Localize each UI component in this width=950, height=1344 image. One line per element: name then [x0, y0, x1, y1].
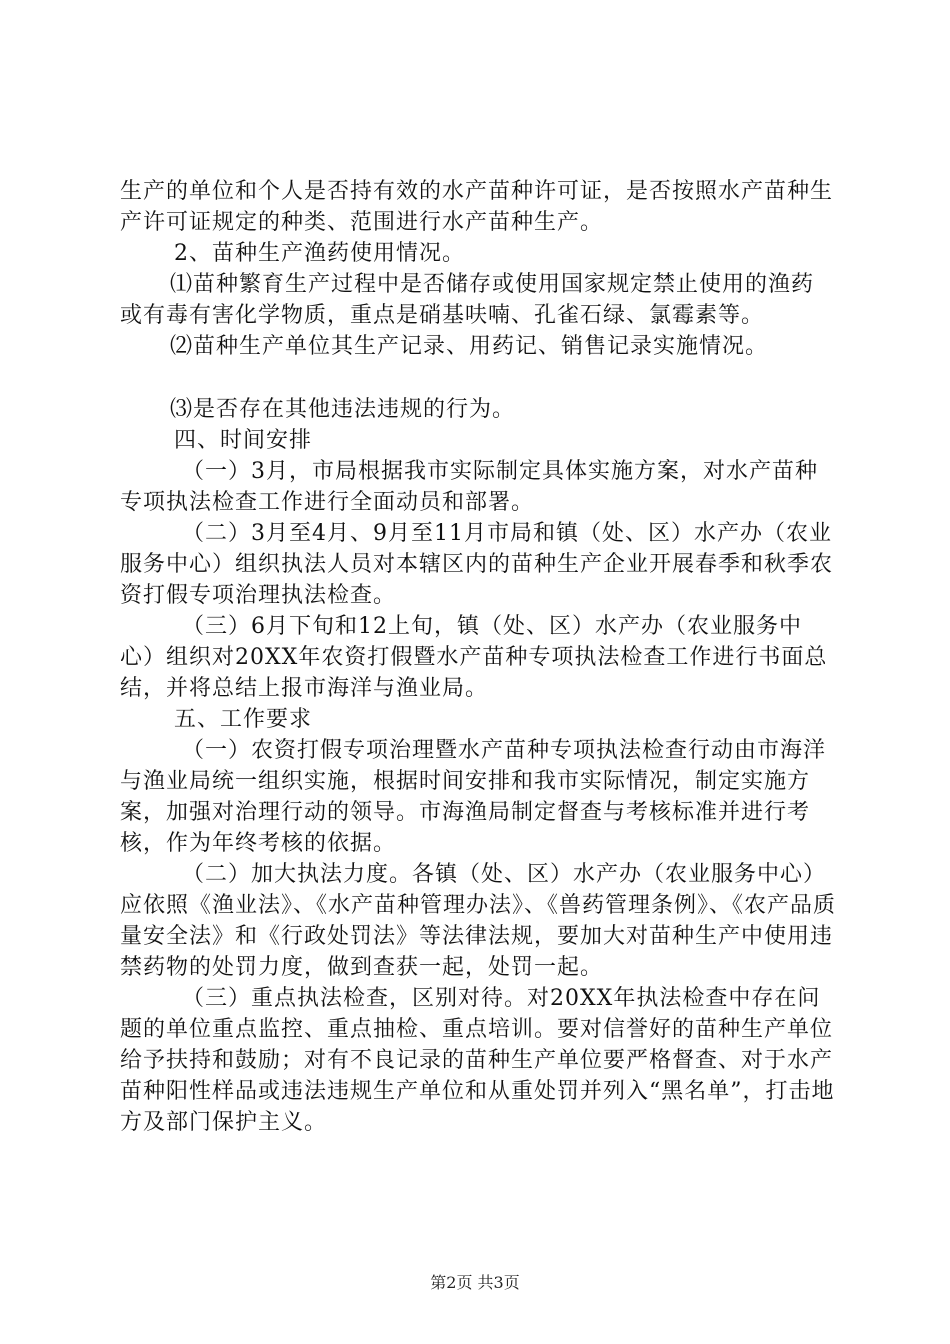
paragraph-permit-check: 生产的单位和个人是否持有效的水产苗种许可证，是否按照水产苗种生产许可证规定的种类、范围进行水产苗种生产。 — [120, 179, 834, 235]
paragraph-item-2: ⑵苗种生产单位其生产记录、用药记、销售记录实施情况。 — [170, 334, 769, 359]
paragraph-item-1: ⑴苗种繁育生产过程中是否储存或使用国家规定禁止使用的渔药或有毒有害化学物质，重点是硝基呋喃、孔雀石绿、氯霉素等。 — [120, 272, 815, 328]
section-heading-schedule: 四、时间安排 — [174, 428, 313, 453]
paragraph-requirement-3: （三）重点执法检查，区别对待。对20XX年执法检查中存在问题的单位重点监控、重点抽检、重点培训。要对信誉好的苗种生产单位给予扶持和鼓励；对有不良记录的苗种生产单位要严格督查、对于水产苗种阳性样品或违法违规生产单位和从重处罚并列入“黑名单”，打击地方及部门保护主义。 — [120, 986, 835, 1135]
document-body — [120, 176, 836, 1138]
paragraph-drug-usage-heading: 2、苗种生产渔药使用情况。 — [174, 241, 465, 266]
paragraph-requirement-2: （二）加大执法力度。各镇（处、区）水产办（农业服务中心）应依照《渔业法》、《水产苗种管理办法》、《兽药管理条例》、《农产品质量安全法》和《行政处罚法》等法律法规，要加大对苗种生产中使用违禁药物的处罚力度，做到查获一起，处罚一起。 — [120, 862, 837, 980]
page-number-footer: 第2页 共3页 — [430, 1273, 520, 1292]
paragraph-gap — [120, 362, 836, 394]
paragraph-schedule-2: （二）3月至4月、9月至11月市局和镇（处、区）水产办（农业服务中心）组织执法人员对本辖区内的苗种生产企业开展春季和秋季农资打假专项治理执法检查。 — [120, 521, 834, 608]
paragraph-requirement-1: （一）农资打假专项治理暨水产苗种专项执法检查行动由市海洋与渔业局统一组织实施，根据时间安排和我市实际情况，制定实施方案，加强对治理行动的领导。市海渔局制定督查与考核标准并进行考核，作为年终考核的依据。 — [120, 738, 827, 856]
paragraph-item-3: ⑶是否存在其他违法违规的行为。 — [170, 397, 516, 422]
section-heading-requirements: 五、工作要求 — [174, 707, 313, 732]
paragraph-schedule-1: （一）3月，市局根据我市实际制定具体实施方案，对水产苗种专项执法检查工作进行全面动员和部署。 — [120, 459, 818, 515]
paragraph-schedule-3: （三）6月下旬和12上旬，镇（处、区）水产办（农业服务中心）组织对20XX年农资打假暨水产苗种专项执法检查工作进行书面总结，并将总结上报市海洋与渔业局。 — [120, 614, 828, 701]
